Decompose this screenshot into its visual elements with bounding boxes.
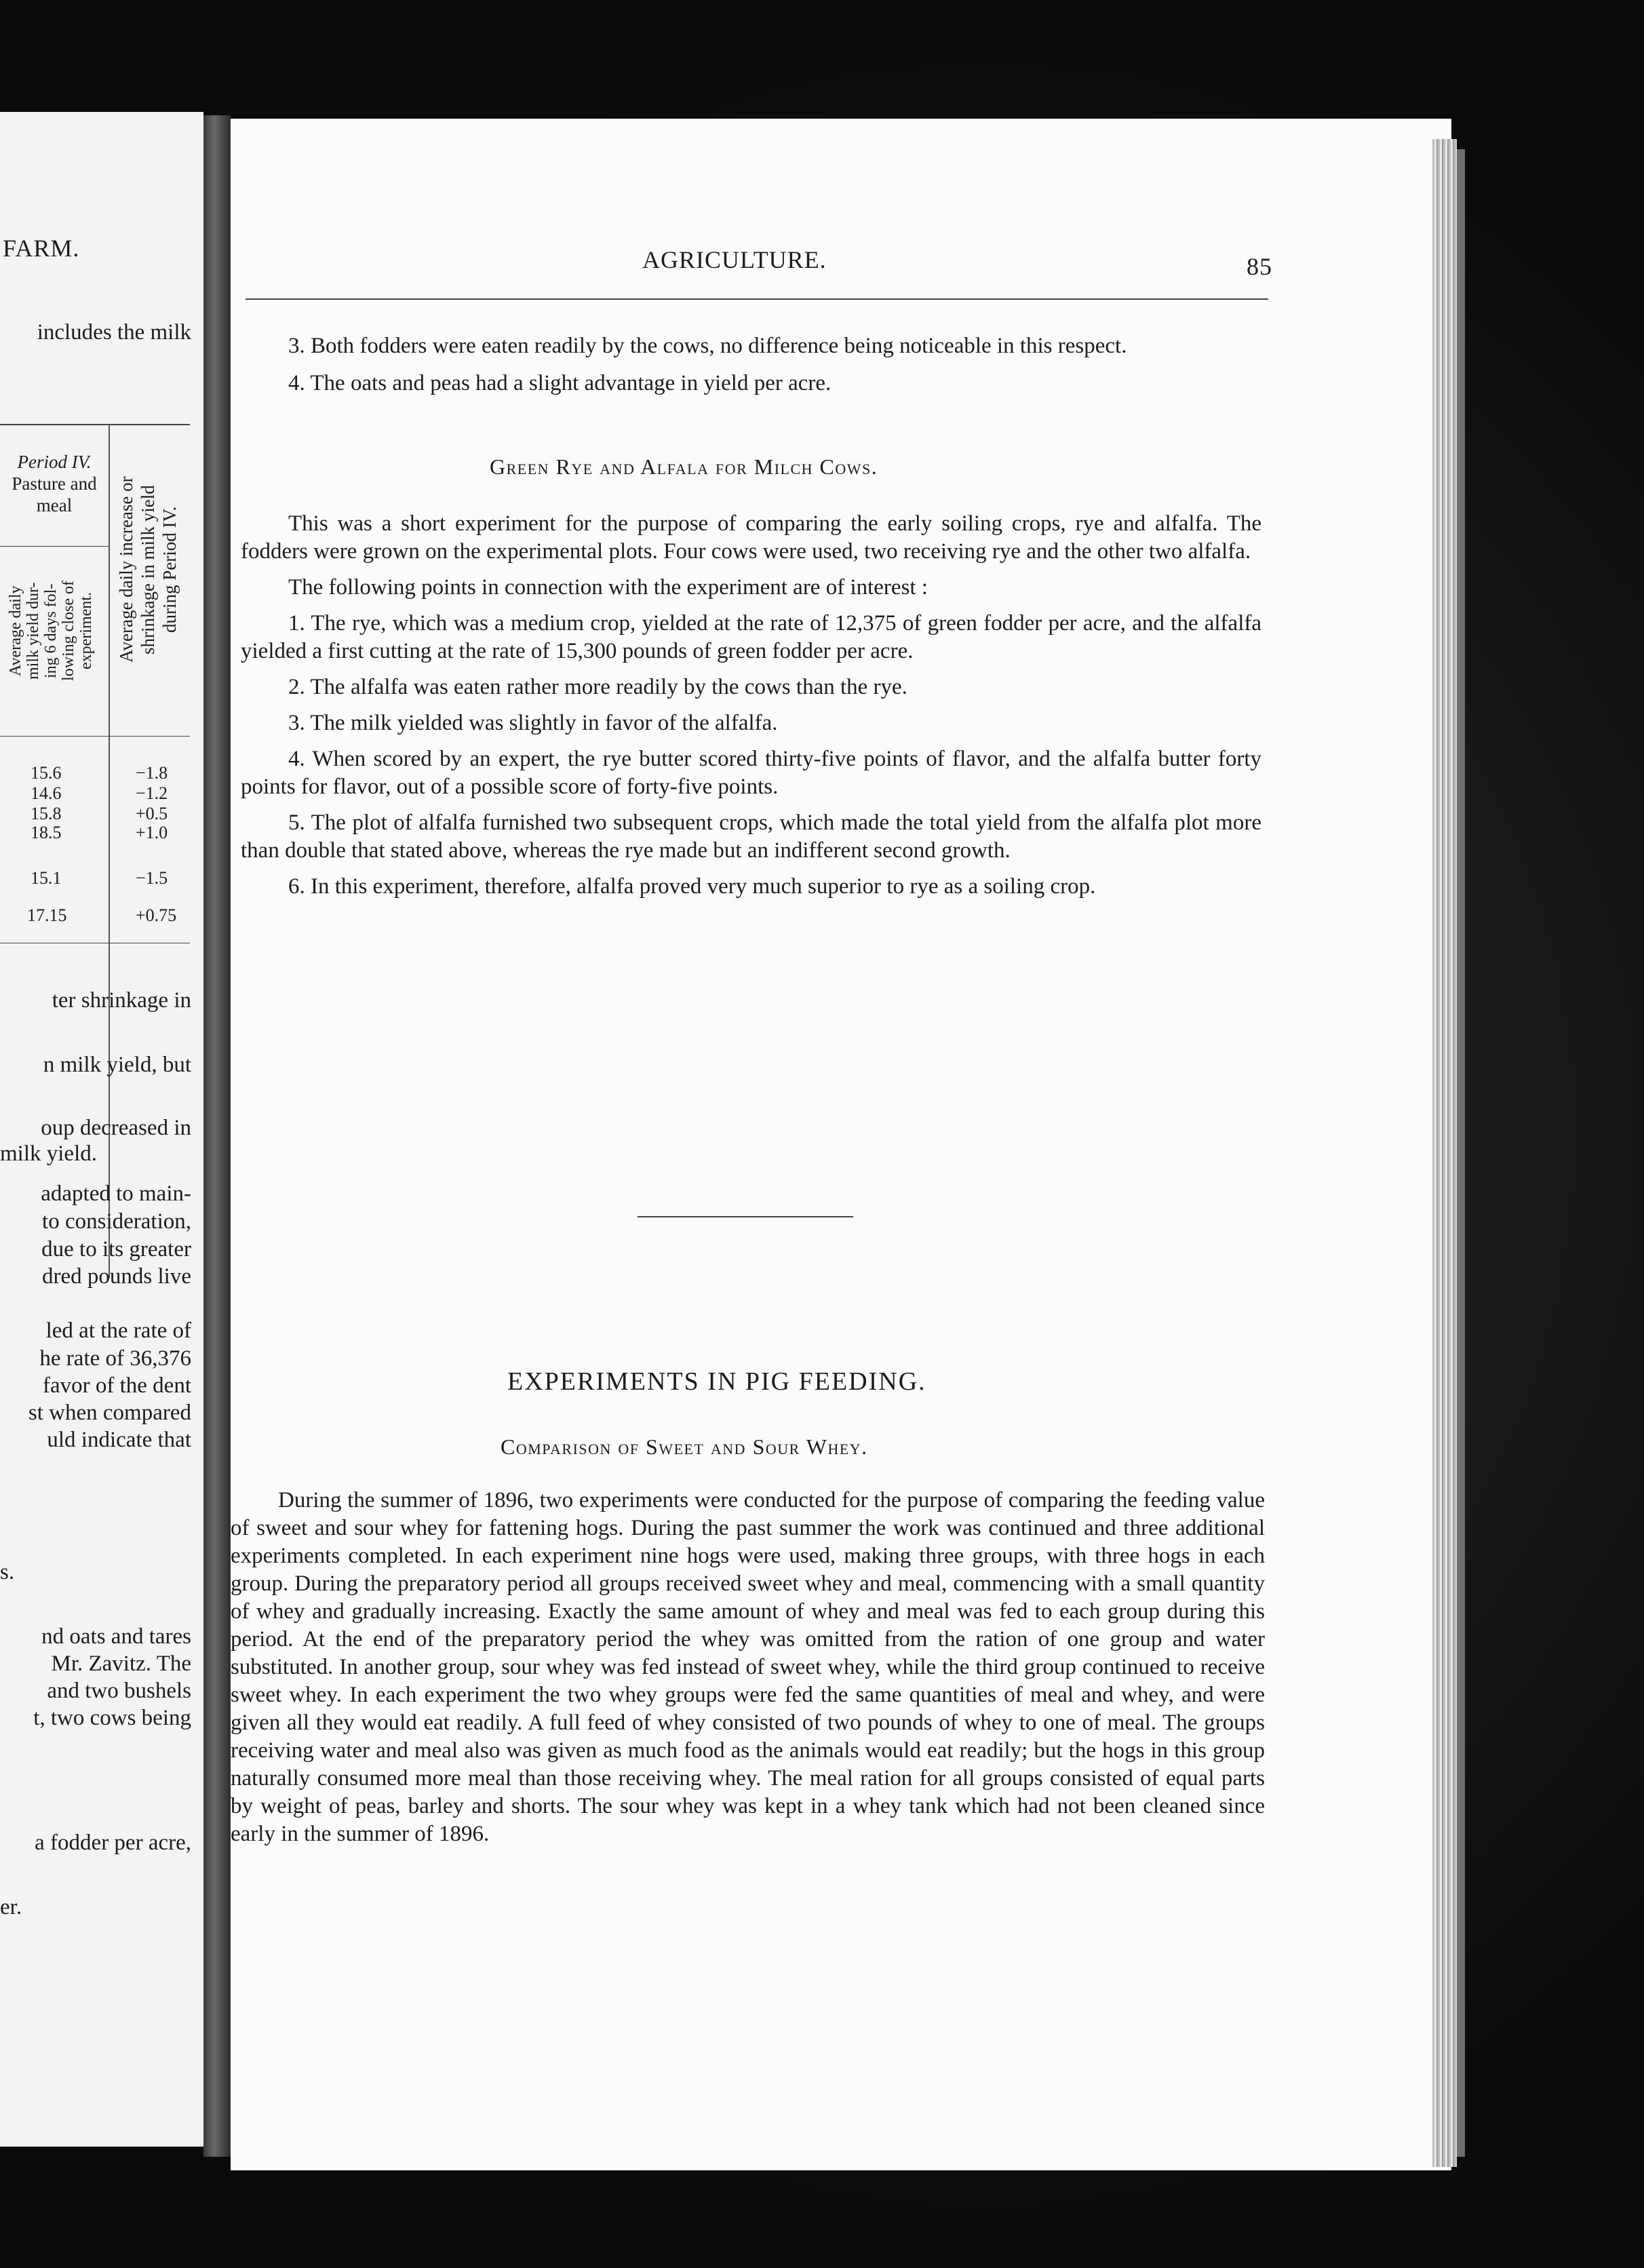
section1-paragraph: 5. The plot of alfalfa furnished two subsequent crops, which made the total yield from the alfalfa plot more than double that stated above, whereas the rye made but an indifferent second growth. [241, 810, 1261, 863]
col-a-value: 14.6 [31, 783, 62, 803]
numbered-item-3: 3. Both fodders were eaten readily by the cows, no difference being noticeable in this respect. [288, 334, 1127, 358]
left-text-line: nd oats and tares [41, 1624, 191, 1649]
page-edge [1432, 139, 1457, 2167]
section1-paragraph: The following points in connection with the experiment are of interest : [288, 575, 928, 600]
left-text-line: and two bushels [47, 1679, 191, 1703]
left-text-line: st when compared [28, 1401, 191, 1425]
col-b-value: +1.0 [136, 823, 168, 842]
page-number: 85 [1247, 253, 1272, 280]
left-text-line: he rate of 36,376 [39, 1346, 191, 1371]
left-text-line: a fodder per acre, [35, 1831, 191, 1855]
left-table-divider [109, 424, 110, 1278]
page-edge-shadow [1457, 149, 1465, 2157]
running-head: AGRICULTURE. [642, 246, 827, 273]
section1-body [241, 510, 1261, 909]
section-title-pig-feeding: EXPERIMENTS IN PIG FEEDING. [507, 1367, 926, 1396]
col-a-header-2: milk yield dur- [24, 582, 42, 680]
left-text-line: dred pounds live [42, 1264, 191, 1289]
col-b-header-1: Average daily increase or [116, 476, 136, 663]
col-a-header-5: experiment. [77, 592, 95, 669]
left-table-sub-rule [0, 546, 109, 547]
col-b-value: +0.5 [136, 804, 168, 823]
left-text-line: n milk yield, but [43, 1053, 191, 1077]
left-text-line: led at the rate of [45, 1318, 191, 1343]
period-sub-1: Pasture and [12, 473, 97, 494]
section2-paragraph: During the summer of 1896, two experiments were conducted for the purpose of comparing the feeding value of sweet and sour whey for fattening hogs. During the past summer the work was continued and three additional experiments completed. In each experiment nine hogs were used, making three groups, with three hogs in each group. During the preparatory period all groups received sweet whey and meal, commencing with a small quantity of whey and gradually increasing. Exactly the same amount of whey and meal was fed to each group during this period. At the end of the preparatory period the whey was omitted from the ration of one group and water substituted. In another group, sour whey was fed instead of sweet whey, while the third group continued to receive sweet whey. In each experiment the two whey groups were fed the same quantities of meal and whey, and were given all they would eat readily. A full feed of whey consisted of two pounds of whey to one of meal. The groups receiving water and meal also was given as much food as the animals would eat readily; but the hogs in this group naturally consumed more meal than those receiving whey. The meal ration for all groups consisted of equal parts by weight of peas, barley and shorts. The sour whey was kept in a whey tank which had not been cleaned since early in the summer of 1896. [231, 1488, 1265, 1846]
col-a-value: 15.1 [31, 868, 62, 888]
section1-paragraph: 6. In this experiment, therefore, alfalfa proved very much superior to rye as a soiling crop. [288, 874, 1096, 899]
left-text-line: oup decreased in [41, 1116, 191, 1140]
left-text-line: er. [0, 1895, 22, 1919]
section1-paragraph: 1. The rye, which was a medium crop, yielded at the rate of 12,375 of green fodder per acre, and the alfalfa yielded a first cutting at the rate of 15,300 pounds of green fodder per acre. [241, 611, 1261, 663]
col-a-header-1: Average daily [7, 585, 24, 676]
col-b-value: −1.8 [136, 763, 168, 783]
left-page [0, 112, 203, 2147]
col-b-value: +0.75 [136, 905, 177, 925]
section1-paragraph: This was a short experiment for the purpose of comparing the early soiling crops, rye and alfalfa. The fodders were grown on the experimental plots. Four cows were used, two receiving rye and the other two alfalfa. [241, 511, 1261, 564]
left-text-line: t, two cows being [33, 1706, 191, 1730]
section1-paragraph: 3. The milk yielded was slightly in favor of the alfalfa. [288, 711, 778, 735]
numbered-item-4: 4. The oats and peas had a slight advantage in yield per acre. [288, 371, 831, 395]
header-rule [246, 298, 1268, 300]
period-sub-2: meal [36, 495, 73, 515]
left-text-line: s. [0, 1560, 15, 1584]
left-text-line: adapted to main- [41, 1181, 191, 1206]
section-heading-whey: Comparison of Sweet and Sour Whey. [501, 1434, 868, 1459]
col-b-value: −1.2 [136, 783, 168, 803]
left-text-line: milk yield. [0, 1141, 97, 1166]
right-page [231, 119, 1451, 2170]
left-text-line: uld indicate that [47, 1428, 191, 1452]
top-items [241, 332, 1261, 406]
section1-paragraph: 2. The alfalfa was eaten rather more readily by the cows than the rye. [288, 675, 907, 699]
section-divider [638, 1216, 853, 1217]
left-text-line: due to its greater [41, 1237, 191, 1262]
section2-body [231, 1487, 1265, 1856]
col-a-value: 15.8 [31, 804, 62, 823]
left-intro-line: includes the milk [37, 320, 191, 345]
left-table-period-heading [0, 451, 109, 516]
col-a-value: 15.6 [31, 763, 62, 783]
left-running-head: FARM. [3, 235, 80, 262]
left-table-header-rule [0, 736, 190, 737]
left-text-line: ter shrinkage in [52, 988, 191, 1013]
period-label: Period IV. [17, 452, 92, 472]
section-heading-green-rye: Green Rye and Alfala for Milch Cows. [490, 454, 878, 479]
col-a-header-4: lowing close of [60, 581, 77, 681]
left-text-line: to consideration, [42, 1209, 191, 1234]
left-text-line: Mr. Zavitz. The [51, 1651, 191, 1676]
col-a-value: 18.5 [31, 823, 62, 842]
section1-paragraph: 4. When scored by an expert, the rye butter scored thirty-five points of flavor, and the alfalfa butter forty points for flavor, out of a possible score of forty-five points. [241, 747, 1261, 799]
col-b-value: −1.5 [136, 868, 168, 888]
book-gutter [203, 115, 231, 2157]
left-table-top-rule [0, 424, 190, 425]
left-text-line: favor of the dent [43, 1373, 191, 1398]
col-a-header [7, 553, 102, 709]
col-a-value: 17.15 [27, 905, 67, 925]
col-b-header-3: during Period IV. [159, 506, 180, 633]
col-b-header [115, 431, 190, 709]
col-b-header-2: shrinkage in milk yield [138, 485, 158, 654]
col-a-header-3: ing 6 days fol- [42, 583, 60, 678]
